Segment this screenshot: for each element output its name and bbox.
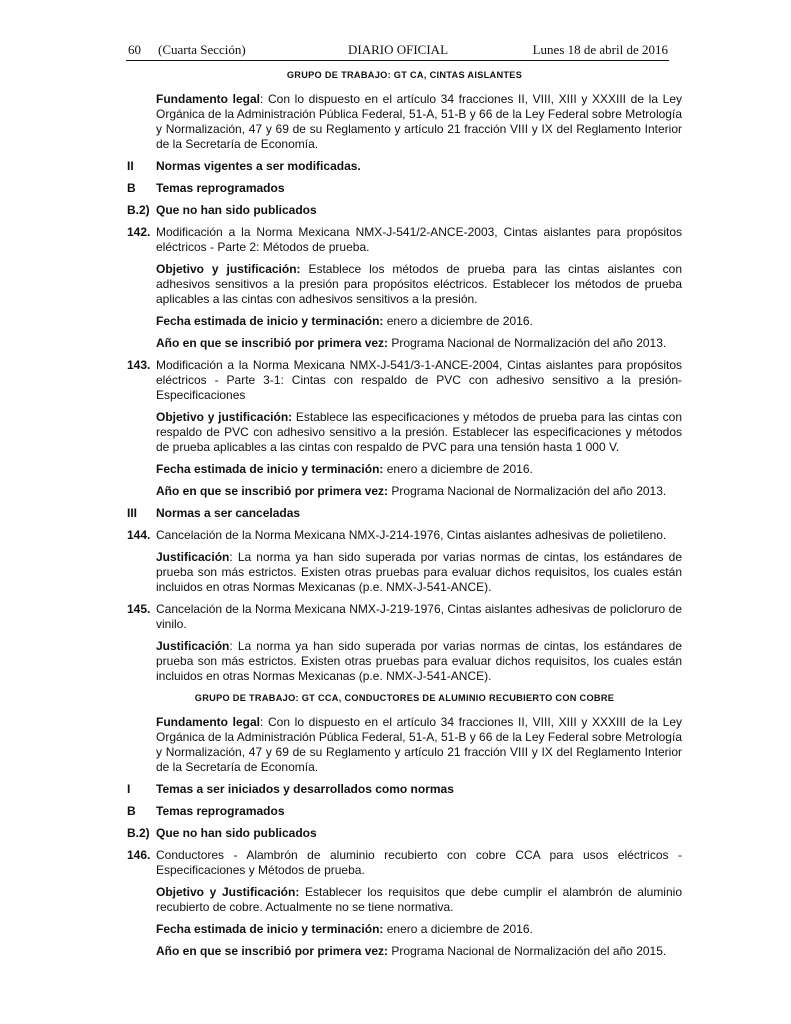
year-text: Programa Nacional de Normalización del año 2013. — [388, 484, 667, 498]
year-paragraph — [127, 336, 682, 351]
legal-basis — [127, 715, 682, 775]
section-text: Temas a ser iniciados y desarrollados como normas — [156, 782, 454, 796]
item-number: 142. — [127, 225, 151, 239]
justification-label: Justificación — [156, 639, 230, 653]
section-text: Normas vigentes a ser modificadas. — [156, 159, 361, 173]
year-label: Año en que se inscribió por primera vez: — [156, 944, 389, 958]
list-item — [127, 848, 682, 878]
justification-paragraph — [127, 550, 682, 595]
justification-text: : La norma ya han sido superada por varias normas de cintas, los estándares de prueba son más estrictos. Existen otras pruebas para evaluar dichos requisitos, los cuales están incluidos en otras Normas Mexicanas (p.e. NMX-J-541-ANCE). — [156, 639, 682, 683]
justification-paragraph — [127, 639, 682, 684]
header-rule — [126, 60, 669, 61]
legal-basis — [127, 92, 682, 152]
objective-label: Objetivo y Justificación: — [156, 885, 300, 899]
list-item — [127, 528, 682, 543]
section-number: B — [127, 181, 136, 195]
section-text: Que no han sido publicados — [156, 203, 317, 217]
section-number: II — [127, 159, 134, 173]
item-title: Cancelación de la Norma Mexicana NMX-J-214-1976, Cintas aislantes adhesivas de polietileno. — [156, 528, 667, 542]
year-label: Año en que se inscribió por primera vez: — [156, 484, 389, 498]
date-label: Fecha estimada de inicio y terminación: — [156, 314, 384, 328]
item-title: Modificación a la Norma Mexicana NMX-J-541/2-ANCE-2003, Cintas aislantes para propósitos eléctricos - Parte 2: Métodos de prueba. — [156, 225, 682, 254]
objective-label: Objetivo y justificación: — [156, 262, 301, 276]
list-item — [127, 602, 682, 632]
legal-basis-text: : Con lo dispuesto en el artículo 34 fracciones II, VIII, XIII y XXXIII de la Ley Orgánica de la Administración Pública Federal, 51-A, 51-B y 66 de la Ley Federal sobre Metrología y Normalización, 47 y 69 de su Reglamento y artículo 21 fracción VIII y IX del Reglamento Interior de la Secretaría de Economía. — [156, 715, 682, 774]
year-text: Programa Nacional de Normalización del año 2013. — [388, 336, 667, 350]
section-heading — [127, 181, 682, 196]
objective-paragraph — [127, 410, 682, 455]
section-number: III — [127, 506, 138, 520]
item-title: Cancelación de la Norma Mexicana NMX-J-219-1976, Cintas aislantes adhesivas de policloruro de vinilo. — [156, 602, 682, 631]
objective-paragraph — [127, 885, 682, 915]
item-number: 146. — [127, 848, 151, 862]
item-number: 144. — [127, 528, 151, 542]
section-number: B.2) — [127, 203, 150, 217]
section-heading — [127, 203, 682, 218]
section-text: Normas a ser canceladas — [156, 506, 301, 520]
working-group-title: GRUPO DE TRABAJO: GT CCA, CONDUCTORES DE ALUMINIO RECUBIERTO CON COBRE — [194, 693, 615, 703]
section-heading — [127, 159, 682, 174]
year-paragraph — [127, 484, 682, 499]
publication-date: Lunes 18 de abril de 2016 — [532, 42, 668, 57]
section-heading — [127, 826, 682, 841]
list-item — [127, 358, 682, 403]
date-text: enero a diciembre de 2016. — [383, 314, 533, 328]
justification-text: : La norma ya han sido superada por varias normas de cintas, los estándares de prueba son más estrictos. Existen otras pruebas para evaluar dichos requisitos, los cuales están incluidos en otras Normas Mexicanas (p.e. NMX-J-541-ANCE). — [156, 550, 682, 594]
section-heading — [127, 506, 682, 521]
date-label: Fecha estimada de inicio y terminación: — [156, 462, 384, 476]
date-label: Fecha estimada de inicio y terminación: — [156, 922, 384, 936]
section-number: B.2) — [127, 826, 150, 840]
objective-label: Objetivo y justificación: — [156, 410, 293, 424]
item-number: 145. — [127, 602, 151, 616]
date-text: enero a diciembre de 2016. — [383, 922, 533, 936]
justification-label: Justificación — [156, 550, 230, 564]
date-paragraph — [127, 314, 682, 329]
legal-basis-label: Fundamento legal — [156, 92, 260, 106]
objective-text: Establece los métodos de prueba para las cintas aislantes con adhesivos sensitivos a la presión para propósitos eléctricos. Establecer los métodos de prueba aplicables a las cintas con adhesivos sensitivos a la presión. — [156, 262, 683, 306]
section-number: B — [127, 804, 136, 818]
legal-basis-label: Fundamento legal — [156, 715, 260, 729]
publication-name: DIARIO OFICIAL — [347, 42, 449, 57]
section-heading — [127, 782, 682, 797]
list-item — [127, 225, 682, 255]
year-paragraph — [127, 944, 682, 959]
objective-paragraph — [127, 262, 682, 307]
item-title: Conductores - Alambrón de aluminio recubierto con cobre CCA para usos eléctricos - Especificaciones y Métodos de prueba. — [156, 848, 682, 877]
item-title: Modificación a la Norma Mexicana NMX-J-541/3-1-ANCE-2004, Cintas aislantes para propósitos eléctricos - Parte 3-1: Cintas con respaldo de PVC con adhesivo sensitivo a la presión-Especificaciones — [156, 358, 682, 402]
section-text: Temas reprogramados — [156, 181, 285, 195]
date-paragraph — [127, 922, 682, 937]
document-body — [127, 69, 682, 966]
year-label: Año en que se inscribió por primera vez: — [156, 336, 389, 350]
working-group-title: GRUPO DE TRABAJO: GT CA, CINTAS AISLANTES — [286, 70, 523, 80]
page-number: 60 — [128, 42, 141, 57]
objective-text: Establece las especificaciones y métodos de prueba para las cintas con respaldo de PVC con adhesivo sensitivo a la presión. Establecer las especificaciones y métodos de prueba aplicables a las cintas con respaldo de PVC para una tensión hasta 1 000 V. — [156, 410, 682, 454]
item-number: 143. — [127, 358, 151, 372]
objective-text: Establecer los requisitos que debe cumplir el alambrón de aluminio recubierto de cobre. Actualmente no se tiene normativa. — [156, 885, 682, 914]
year-text: Programa Nacional de Normalización del año 2015. — [388, 944, 667, 958]
section-heading — [127, 804, 682, 819]
section-number: I — [127, 782, 131, 796]
section-label: (Cuarta Sección) — [158, 42, 246, 57]
section-text: Que no han sido publicados — [156, 826, 317, 840]
date-paragraph — [127, 462, 682, 477]
section-text: Temas reprogramados — [156, 804, 285, 818]
page-header — [128, 42, 668, 60]
legal-basis-text: : Con lo dispuesto en el artículo 34 fracciones II, VIII, XIII y XXXIII de la Ley Orgánica de la Administración Pública Federal, 51-A, 51-B y 66 de la Ley Federal sobre Metrología y Normalización, 47 y 69 de su Reglamento y artículo 21 fracción VIII y IX del Reglamento Interior de la Secretaría de Economía. — [156, 92, 682, 151]
date-text: enero a diciembre de 2016. — [383, 462, 533, 476]
